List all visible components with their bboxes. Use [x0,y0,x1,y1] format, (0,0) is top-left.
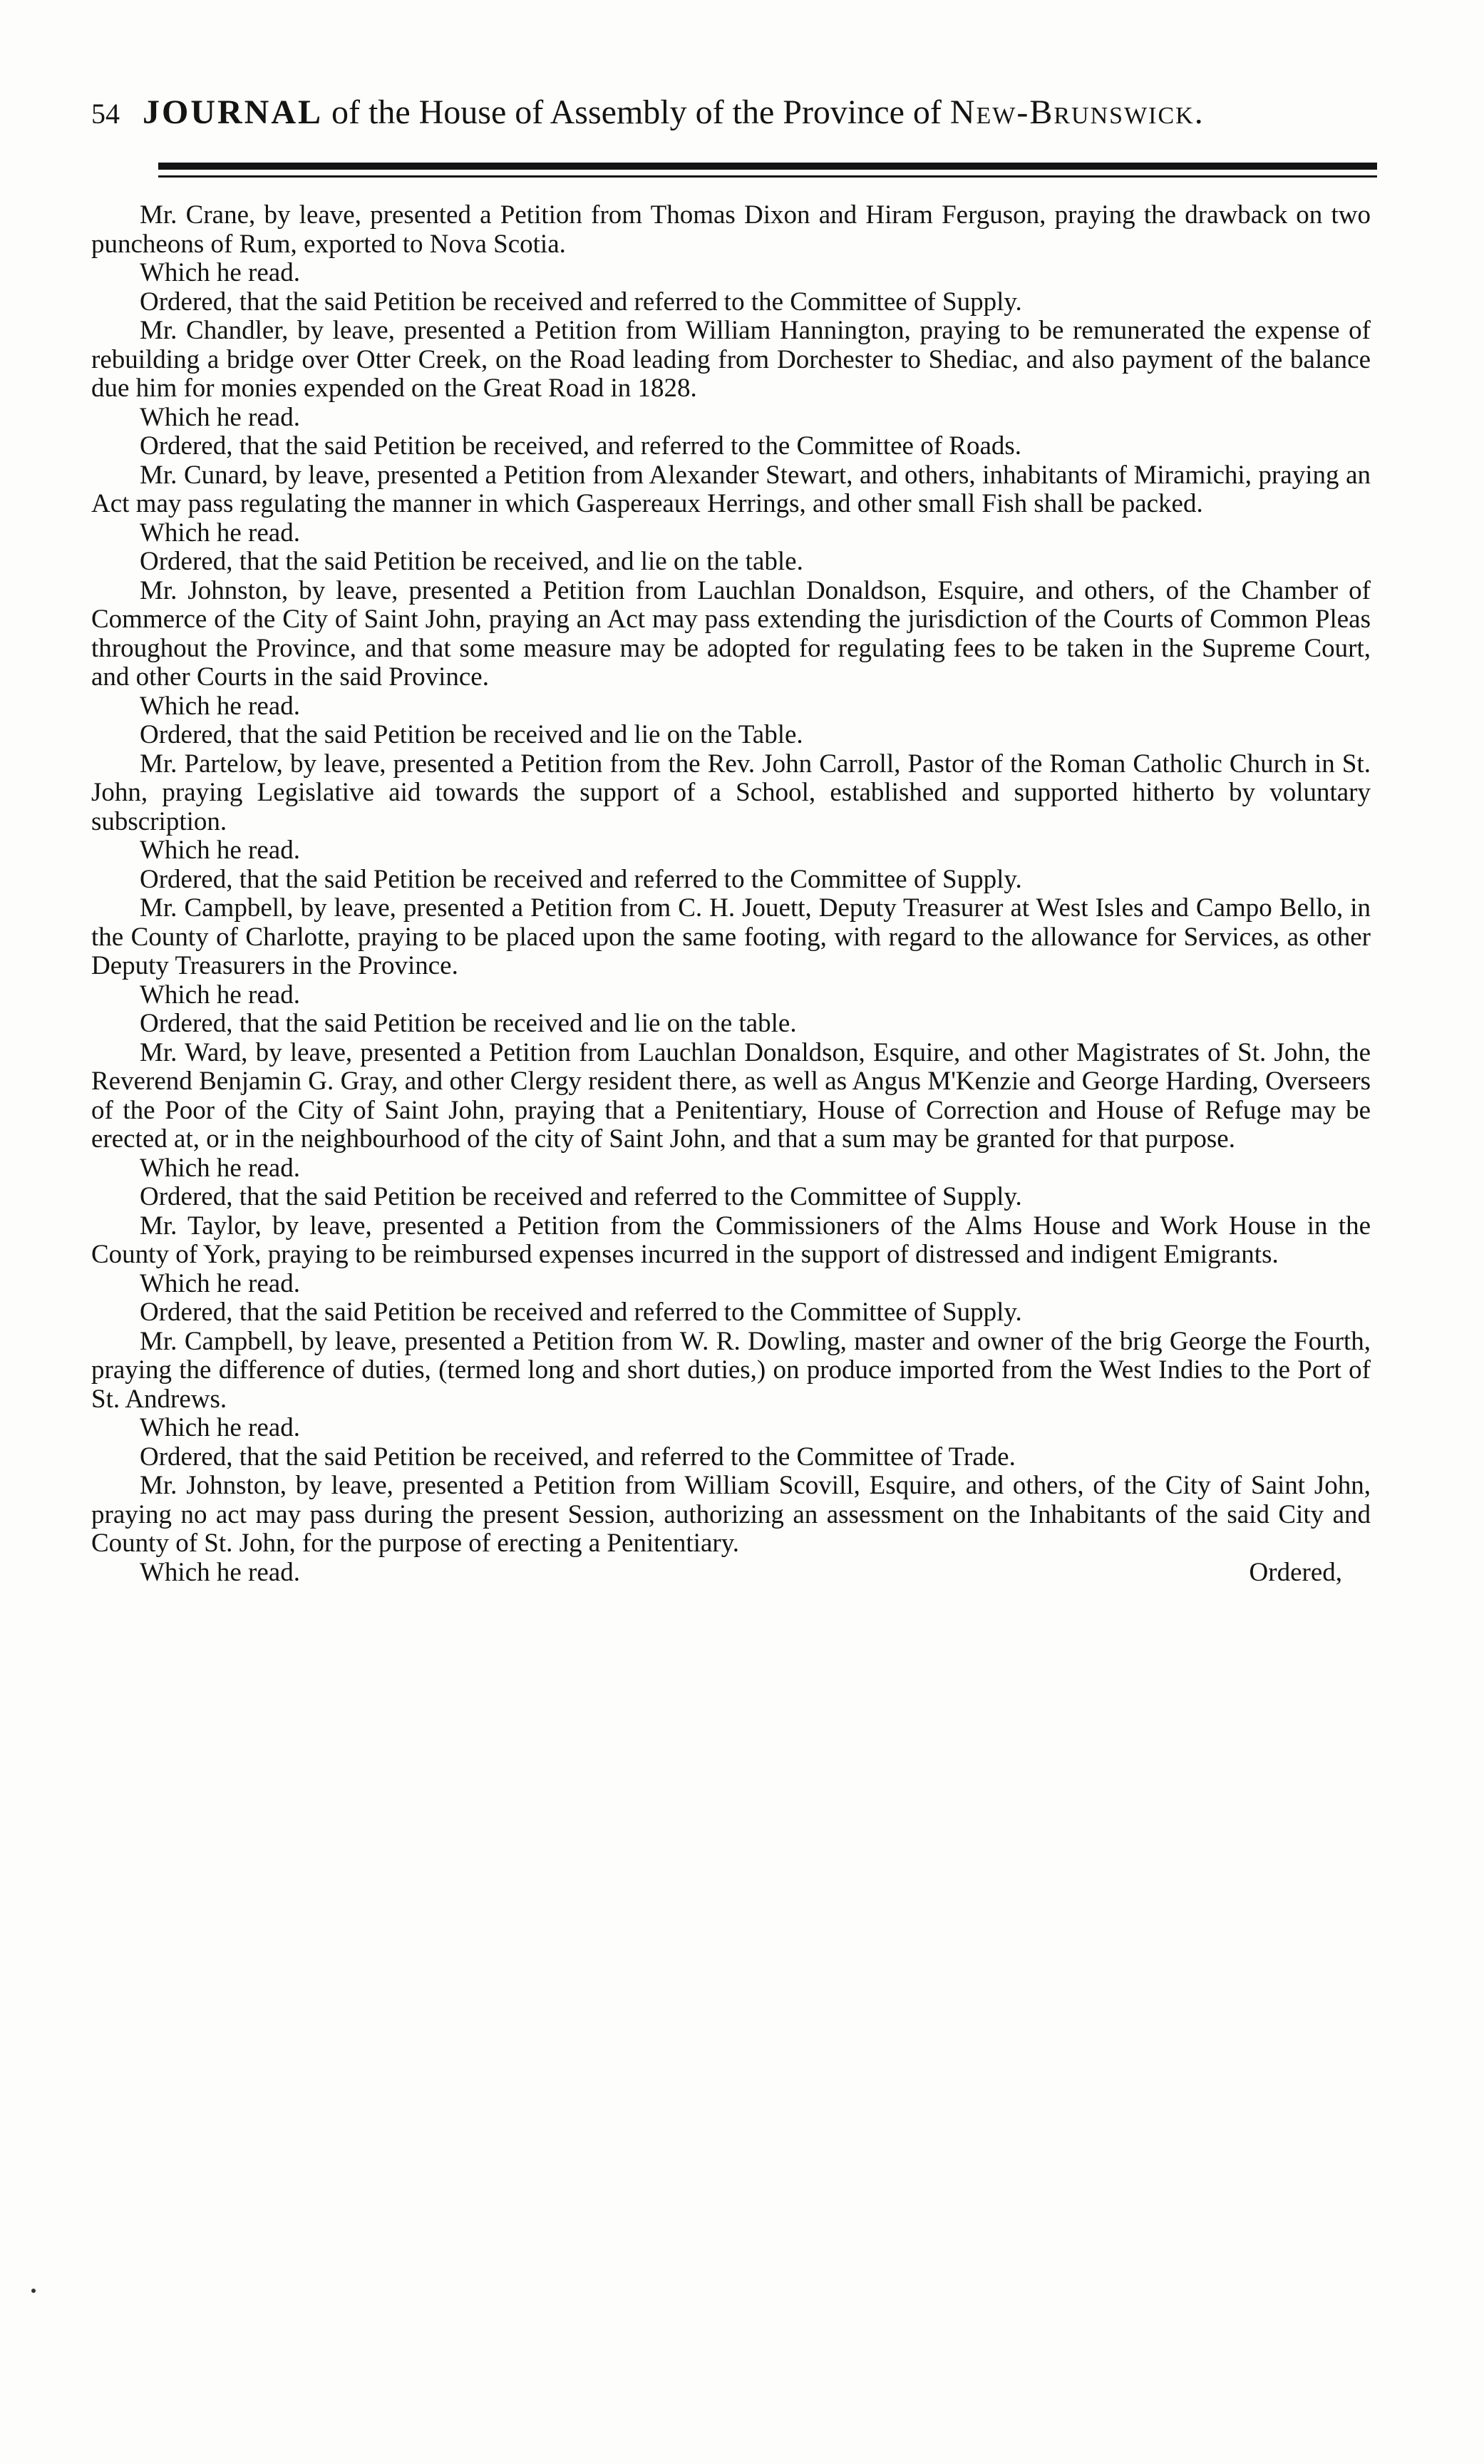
paragraph: Which he read. [140,258,300,287]
paragraph: Mr. Partelow, by leave, presented a Petition from the Rev. John Carroll, Pastor of the Roman Catholic Church in St. John, praying Legislative aid towards the support of a School, established and supported hitherto by voluntary subscription. [91,749,1371,836]
paragraph: Ordered, that the said Petition be received and referred to the Committee of Supply. [140,864,1022,894]
journal-subtitle: of the House of Assembly of the Province of [331,93,942,131]
paragraph: Ordered, that the said Petition be received and referred to the Committee of Supply. [140,1298,1022,1327]
paragraph: Which he read. [140,1268,300,1298]
paragraph: Mr. Campbell, by leave, presented a Petition from C. H. Jouett, Deputy Treasurer at West Isles and Campo Bello, in the County of Charlotte, praying to be placed upon the same footing, with regard to the allowance for Services, as other Deputy Treasurers in the Province. [91,893,1371,980]
paragraph: Mr. Campbell, by leave, presented a Petition from W. R. Dowling, master and owner of the brig George the Fourth, praying the difference of duties, (termed long and short duties,) on produce imported from the West Indies to the Port of St. Andrews. [91,1326,1371,1414]
paragraph: Which he read. [140,1413,300,1442]
paragraph: Mr. Johnston, by leave, presented a Petition from Lauchlan Donaldson, Esquire, and others, of the Chamber of Commerce of the City of Saint John, praying an Act may pass extending the jurisdiction of the Courts of Common Pleas throughout the Province, and that some measure may be adopted for regulating fees to be taken in the Supreme Court, and other Courts in the said Province. [91,575,1371,692]
header-rule-thin [158,175,1377,178]
paragraph: Mr. Ward, by leave, presented a Petition from Lauchlan Donaldson, Esquire, and other Magistrates of St. John, the Reverend Benjamin G. Gray, and other Clergy resident there, as well as Angus M'Kenzie and George Harding, Overseers of the Poor of the City of Saint John, praying that a Penitentiary, House of Correction and House of Refuge may be erected at, or in the neighbourhood of the city of Saint John, and that a sum may be granted for that purpose. [91,1037,1371,1154]
margin-speck [31,2289,36,2293]
paragraph: Ordered, that the said Petition be received and lie on the table. [140,1009,797,1038]
header-rule-thick [158,163,1377,170]
paragraph: Ordered, that the said Petition be received, and lie on the table. [140,547,803,576]
paragraph: Mr. Chandler, by leave, presented a Petition from William Hannington, praying to be remunerated the expense of rebuilding a bridge over Otter Creek, on the Road leading from Dorchester to Shediac, and also payment of the balance due him for monies expended on the Great Road in 1828. [91,316,1371,403]
journal-title: JOURNAL [143,93,324,131]
paragraph: Which he read. [140,691,300,721]
paragraph: Which he read. [140,518,300,548]
paragraph: Which he read. [140,1153,300,1183]
paragraph: Which he read. [140,836,300,865]
paragraph: Ordered, that the said Petition be received, and referred to the Committee of Roads. [140,431,1022,461]
running-header [91,91,1374,134]
province-name: New-Brunswick. [949,93,1205,131]
paragraph: Ordered, that the said Petition be received and referred to the Committee of Supply. [140,1182,1022,1211]
paragraph: Mr. Taylor, by leave, presented a Petition from the Commissioners of the Alms House and Work House in the County of York, praying to be reimbursed expenses incurred in the support of distressed and indigent Emigrants. [91,1211,1371,1269]
paragraph: Mr. Cunard, by leave, presented a Petition from Alexander Stewart, and others, inhabitants of Miramichi, praying an Act may pass regulating the manner in which Gaspereaux Herrings, and other small Fish shall be packed. [91,460,1371,518]
paragraph: Which he read. [140,980,300,1010]
journal-body [91,201,1371,1587]
paragraph: Ordered, that the said Petition be received, and referred to the Committee of Trade. [140,1442,1016,1472]
paragraph: Ordered, that the said Petition be received and referred to the Committee of Supply. [140,287,1022,317]
paragraph: Mr. Johnston, by leave, presented a Petition from William Scovill, Esquire, and others, of the City of Saint John, praying no act may pass during the present Session, authorizing an assessment on the Inhabitants of the said City and County of St. John, for the purpose of erecting a Penitentiary. [91,1471,1371,1558]
page-number: 54 [91,98,120,130]
final-line [91,1559,1371,1588]
paragraph: Ordered, that the said Petition be received and lie on the Table. [140,720,803,749]
paragraph: Mr. Crane, by leave, presented a Petition from Thomas Dixon and Hiram Ferguson, praying the drawback on two puncheons of Rum, exported to Nova Scotia. [91,200,1371,259]
final-line-text: Which he read. [140,1557,300,1587]
catchword: Ordered, [1249,1557,1342,1587]
paragraph: Which he read. [140,402,300,432]
